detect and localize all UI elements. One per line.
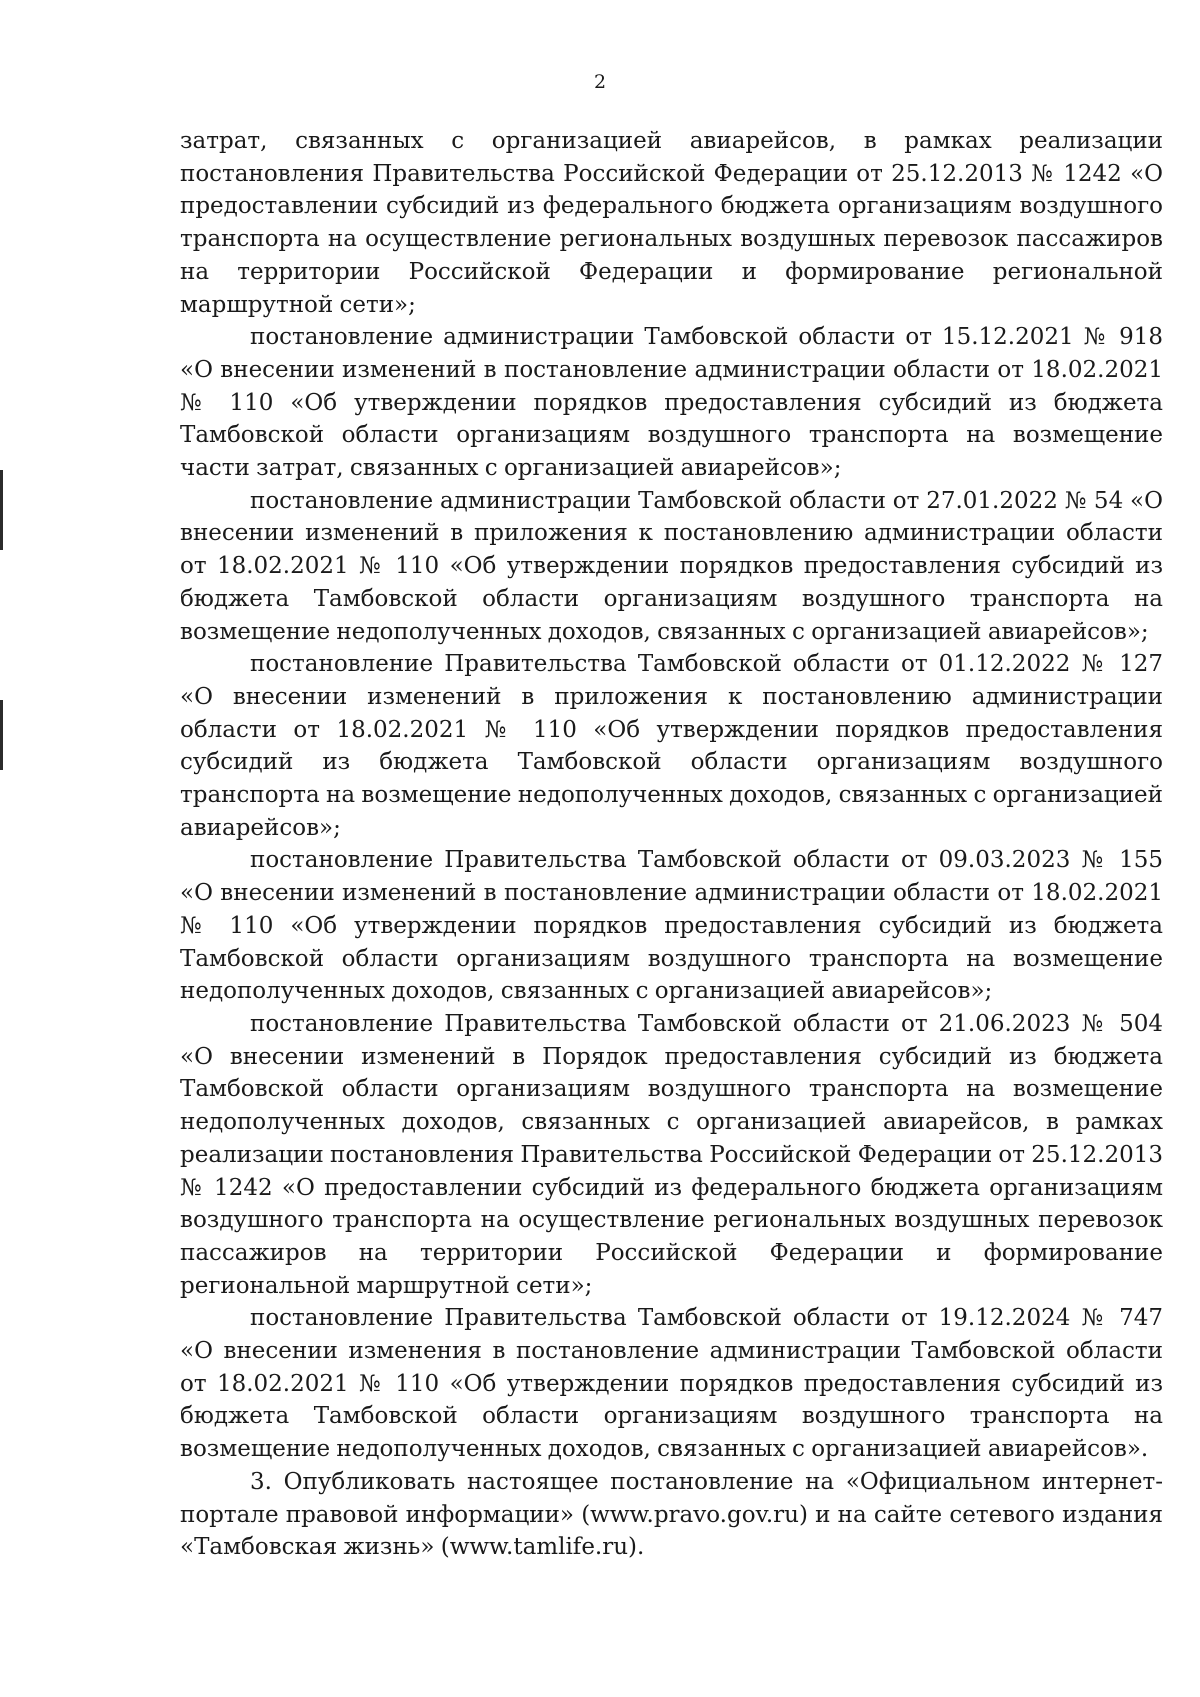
paragraph-decree-504: постановление Правительства Тамбовской области от 21.06.2023 № 504 «О внесении изменений в Порядок предоставления субсидий из бюджета Тамбовской области организациям воздушного транспорта на возмещение недополученных доходов, связанных с организацией авиарейсов, в рамках реализации постановления Правительства Российской Федерации от 25.12.2013 № 1242 «О предоставлении субсидий из федерального бюджета организациям воздушного транспорта на осуществление региональных воздушных перевозок пассажиров на территории Российской Федерации и формирование региональной маршрутной сети»;: [180, 1010, 1163, 1299]
paragraph-decree-918: постановление администрации Тамбовской области от 15.12.2021 № 918 «О внесении изменений в постановление администрации области от 18.02.2021 № 110 «Об утверждении порядков предоставления субсидий из бюджета Тамбовской области организациям воздушного транспорта на возмещение части затрат, связанных с организацией авиарейсов»;: [180, 324, 1163, 482]
paragraph-decree-155: постановление Правительства Тамбовской области от 09.03.2023 № 155 «О внесении изменений в постановление администрации области от 18.02.2021 № 110 «Об утверждении порядков предоставления субсидий из бюджета Тамбовской области организациям воздушного транспорта на возмещение недополученных доходов, связанных с организацией авиарейсов»;: [180, 847, 1163, 1005]
paragraph-decree-54: постановление администрации Тамбовской области от 27.01.2022 № 54 «О внесении изменений в приложения к постановлению администрации области от 18.02.2021 № 110 «Об утверждении порядков предоставления субсидий из бюджета Тамбовской области организациям воздушного транспорта на возмещение недополученных доходов, связанных с организацией авиарейсов»;: [180, 487, 1163, 645]
paragraph-decree-127: постановление Правительства Тамбовской области от 01.12.2022 № 127 «О внесении изменений в приложения к постановлению администрации области от 18.02.2021 № 110 «Об утверждении порядков предоставления субсидий из бюджета Тамбовской области организациям воздушного транспорта на возмещение недополученных доходов, связанных с организацией авиарейсов»;: [180, 651, 1163, 841]
scan-edge-mark: [0, 470, 3, 550]
paragraph-continuation: затрат, связанных с организацией авиарейсов, в рамках реализации постановления Правительства Российской Федерации от 25.12.2013 № 1242 «О предоставлении субсидий из федерального бюджета организациям воздушного транспорта на осуществление региональных воздушных перевозок пассажиров на территории Российской Федерации и формирование региональной маршрутной сети»;: [180, 128, 1163, 318]
document-body: [180, 125, 1163, 1564]
paragraph-item-3-publication: 3. Опубликовать настоящее постановление на «Официальном интернет-портале правовой информации» (www.pravo.gov.ru) и на сайте сетевого издания «Тамбовская жизнь» (www.tamlife.ru).: [180, 1468, 1163, 1561]
scan-edge-mark: [0, 700, 3, 770]
paragraph-decree-747: постановление Правительства Тамбовской области от 19.12.2024 № 747 «О внесении изменения в постановление администрации Тамбовской области от 18.02.2021 № 110 «Об утверждении порядков предоставления субсидий из бюджета Тамбовской области организациям воздушного транспорта на возмещение недополученных доходов, связанных с организацией авиарейсов».: [180, 1305, 1163, 1463]
page-number: 2: [593, 71, 607, 93]
